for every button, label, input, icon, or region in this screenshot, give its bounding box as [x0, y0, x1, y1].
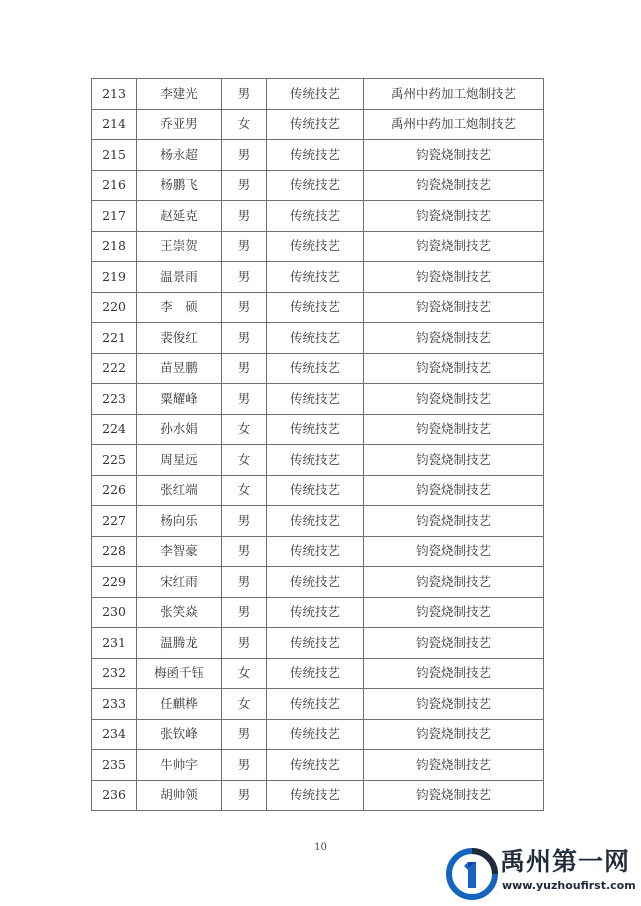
row-number-cell: 233	[92, 689, 137, 720]
table-row	[92, 780, 544, 811]
category-cell: 传统技艺	[267, 170, 364, 201]
table-row	[92, 140, 544, 171]
name-cell: 粟耀峰	[137, 384, 222, 415]
project-cell: 钧瓷烧制技艺	[364, 750, 544, 781]
table-row	[92, 628, 544, 659]
name-cell: 宋红雨	[137, 567, 222, 598]
gender-cell: 男	[222, 79, 267, 110]
row-number-cell: 232	[92, 658, 137, 689]
row-number-cell: 228	[92, 536, 137, 567]
project-cell: 钧瓷烧制技艺	[364, 719, 544, 750]
category-cell: 传统技艺	[267, 506, 364, 537]
gender-cell: 女	[222, 109, 267, 140]
gender-cell: 男	[222, 323, 267, 354]
table-row	[92, 170, 544, 201]
name-cell: 乔亚男	[137, 109, 222, 140]
category-cell: 传统技艺	[267, 597, 364, 628]
row-number-cell: 221	[92, 323, 137, 354]
gender-cell: 男	[222, 231, 267, 262]
gender-cell: 男	[222, 384, 267, 415]
row-number-cell: 234	[92, 719, 137, 750]
table-row	[92, 689, 544, 720]
project-cell: 钧瓷烧制技艺	[364, 658, 544, 689]
name-cell: 张钦峰	[137, 719, 222, 750]
roster-table	[91, 78, 544, 811]
name-cell: 李 硕	[137, 292, 222, 323]
gender-cell: 男	[222, 750, 267, 781]
watermark-url: www.yuzhoufirst.com	[502, 879, 636, 892]
project-cell: 钧瓷烧制技艺	[364, 475, 544, 506]
table-row	[92, 536, 544, 567]
name-cell: 牛帅宇	[137, 750, 222, 781]
name-cell: 王崇贺	[137, 231, 222, 262]
project-cell: 钧瓷烧制技艺	[364, 262, 544, 293]
category-cell: 传统技艺	[267, 323, 364, 354]
name-cell: 温腾龙	[137, 628, 222, 659]
gender-cell: 男	[222, 353, 267, 384]
gender-cell: 男	[222, 719, 267, 750]
project-cell: 钧瓷烧制技艺	[364, 414, 544, 445]
row-number-cell: 225	[92, 445, 137, 476]
gender-cell: 女	[222, 445, 267, 476]
project-cell: 钧瓷烧制技艺	[364, 170, 544, 201]
site-watermark[interactable]	[446, 846, 636, 902]
name-cell: 杨向乐	[137, 506, 222, 537]
category-cell: 传统技艺	[267, 475, 364, 506]
category-cell: 传统技艺	[267, 384, 364, 415]
gender-cell: 女	[222, 414, 267, 445]
gender-cell: 男	[222, 262, 267, 293]
table-row	[92, 445, 544, 476]
row-number-cell: 217	[92, 201, 137, 232]
gender-cell: 女	[222, 475, 267, 506]
table-row	[92, 384, 544, 415]
name-cell: 李智豪	[137, 536, 222, 567]
table-row	[92, 658, 544, 689]
gender-cell: 女	[222, 658, 267, 689]
row-number-cell: 216	[92, 170, 137, 201]
table-row	[92, 292, 544, 323]
project-cell: 钧瓷烧制技艺	[364, 780, 544, 811]
category-cell: 传统技艺	[267, 780, 364, 811]
table-row	[92, 323, 544, 354]
watermark-site-name: 禹州第一网	[500, 847, 631, 876]
gender-cell: 男	[222, 201, 267, 232]
name-cell: 孙水娟	[137, 414, 222, 445]
row-number-cell: 222	[92, 353, 137, 384]
name-cell: 张红端	[137, 475, 222, 506]
project-cell: 钧瓷烧制技艺	[364, 201, 544, 232]
page-number: 10	[314, 842, 327, 853]
roster-table-body	[92, 79, 544, 811]
name-cell: 胡帅领	[137, 780, 222, 811]
table-row	[92, 353, 544, 384]
project-cell: 钧瓷烧制技艺	[364, 689, 544, 720]
table-row	[92, 597, 544, 628]
row-number-cell: 231	[92, 628, 137, 659]
name-cell: 温景雨	[137, 262, 222, 293]
yuzhou-first-logo-icon	[446, 848, 498, 900]
category-cell: 传统技艺	[267, 536, 364, 567]
row-number-cell: 235	[92, 750, 137, 781]
category-cell: 传统技艺	[267, 140, 364, 171]
category-cell: 传统技艺	[267, 628, 364, 659]
name-cell: 杨永超	[137, 140, 222, 171]
category-cell: 传统技艺	[267, 231, 364, 262]
gender-cell: 男	[222, 780, 267, 811]
project-cell: 钧瓷烧制技艺	[364, 597, 544, 628]
table-row	[92, 567, 544, 598]
project-cell: 钧瓷烧制技艺	[364, 231, 544, 262]
name-cell: 赵延克	[137, 201, 222, 232]
row-number-cell: 226	[92, 475, 137, 506]
category-cell: 传统技艺	[267, 292, 364, 323]
project-cell: 钧瓷烧制技艺	[364, 140, 544, 171]
category-cell: 传统技艺	[267, 719, 364, 750]
table-row	[92, 201, 544, 232]
row-number-cell: 214	[92, 109, 137, 140]
gender-cell: 男	[222, 140, 267, 171]
row-number-cell: 219	[92, 262, 137, 293]
category-cell: 传统技艺	[267, 567, 364, 598]
table-row	[92, 262, 544, 293]
name-cell: 苗昱鹏	[137, 353, 222, 384]
table-row	[92, 506, 544, 537]
row-number-cell: 227	[92, 506, 137, 537]
category-cell: 传统技艺	[267, 689, 364, 720]
table-row	[92, 414, 544, 445]
category-cell: 传统技艺	[267, 445, 364, 476]
name-cell: 李建光	[137, 79, 222, 110]
row-number-cell: 224	[92, 414, 137, 445]
project-cell: 禹州中药加工炮制技艺	[364, 109, 544, 140]
row-number-cell: 236	[92, 780, 137, 811]
name-cell: 张笑焱	[137, 597, 222, 628]
table-row	[92, 109, 544, 140]
project-cell: 钧瓷烧制技艺	[364, 628, 544, 659]
row-number-cell: 218	[92, 231, 137, 262]
category-cell: 传统技艺	[267, 109, 364, 140]
project-cell: 钧瓷烧制技艺	[364, 445, 544, 476]
project-cell: 禹州中药加工炮制技艺	[364, 79, 544, 110]
gender-cell: 女	[222, 689, 267, 720]
category-cell: 传统技艺	[267, 414, 364, 445]
gender-cell: 男	[222, 567, 267, 598]
gender-cell: 男	[222, 536, 267, 567]
name-cell: 任麒桦	[137, 689, 222, 720]
row-number-cell: 213	[92, 79, 137, 110]
name-cell: 周星远	[137, 445, 222, 476]
category-cell: 传统技艺	[267, 353, 364, 384]
table-row	[92, 719, 544, 750]
project-cell: 钧瓷烧制技艺	[364, 567, 544, 598]
row-number-cell: 223	[92, 384, 137, 415]
table-row	[92, 750, 544, 781]
category-cell: 传统技艺	[267, 79, 364, 110]
gender-cell: 男	[222, 506, 267, 537]
gender-cell: 男	[222, 170, 267, 201]
project-cell: 钧瓷烧制技艺	[364, 353, 544, 384]
gender-cell: 男	[222, 597, 267, 628]
row-number-cell: 229	[92, 567, 137, 598]
category-cell: 传统技艺	[267, 658, 364, 689]
gender-cell: 男	[222, 628, 267, 659]
row-number-cell: 215	[92, 140, 137, 171]
project-cell: 钧瓷烧制技艺	[364, 506, 544, 537]
category-cell: 传统技艺	[267, 750, 364, 781]
project-cell: 钧瓷烧制技艺	[364, 323, 544, 354]
table-row	[92, 475, 544, 506]
name-cell: 梅函千钰	[137, 658, 222, 689]
gender-cell: 男	[222, 292, 267, 323]
category-cell: 传统技艺	[267, 262, 364, 293]
row-number-cell: 230	[92, 597, 137, 628]
project-cell: 钧瓷烧制技艺	[364, 384, 544, 415]
row-number-cell: 220	[92, 292, 137, 323]
project-cell: 钧瓷烧制技艺	[364, 292, 544, 323]
name-cell: 裴俊红	[137, 323, 222, 354]
table-row	[92, 231, 544, 262]
category-cell: 传统技艺	[267, 201, 364, 232]
project-cell: 钧瓷烧制技艺	[364, 536, 544, 567]
table-row	[92, 79, 544, 110]
name-cell: 杨鹏飞	[137, 170, 222, 201]
